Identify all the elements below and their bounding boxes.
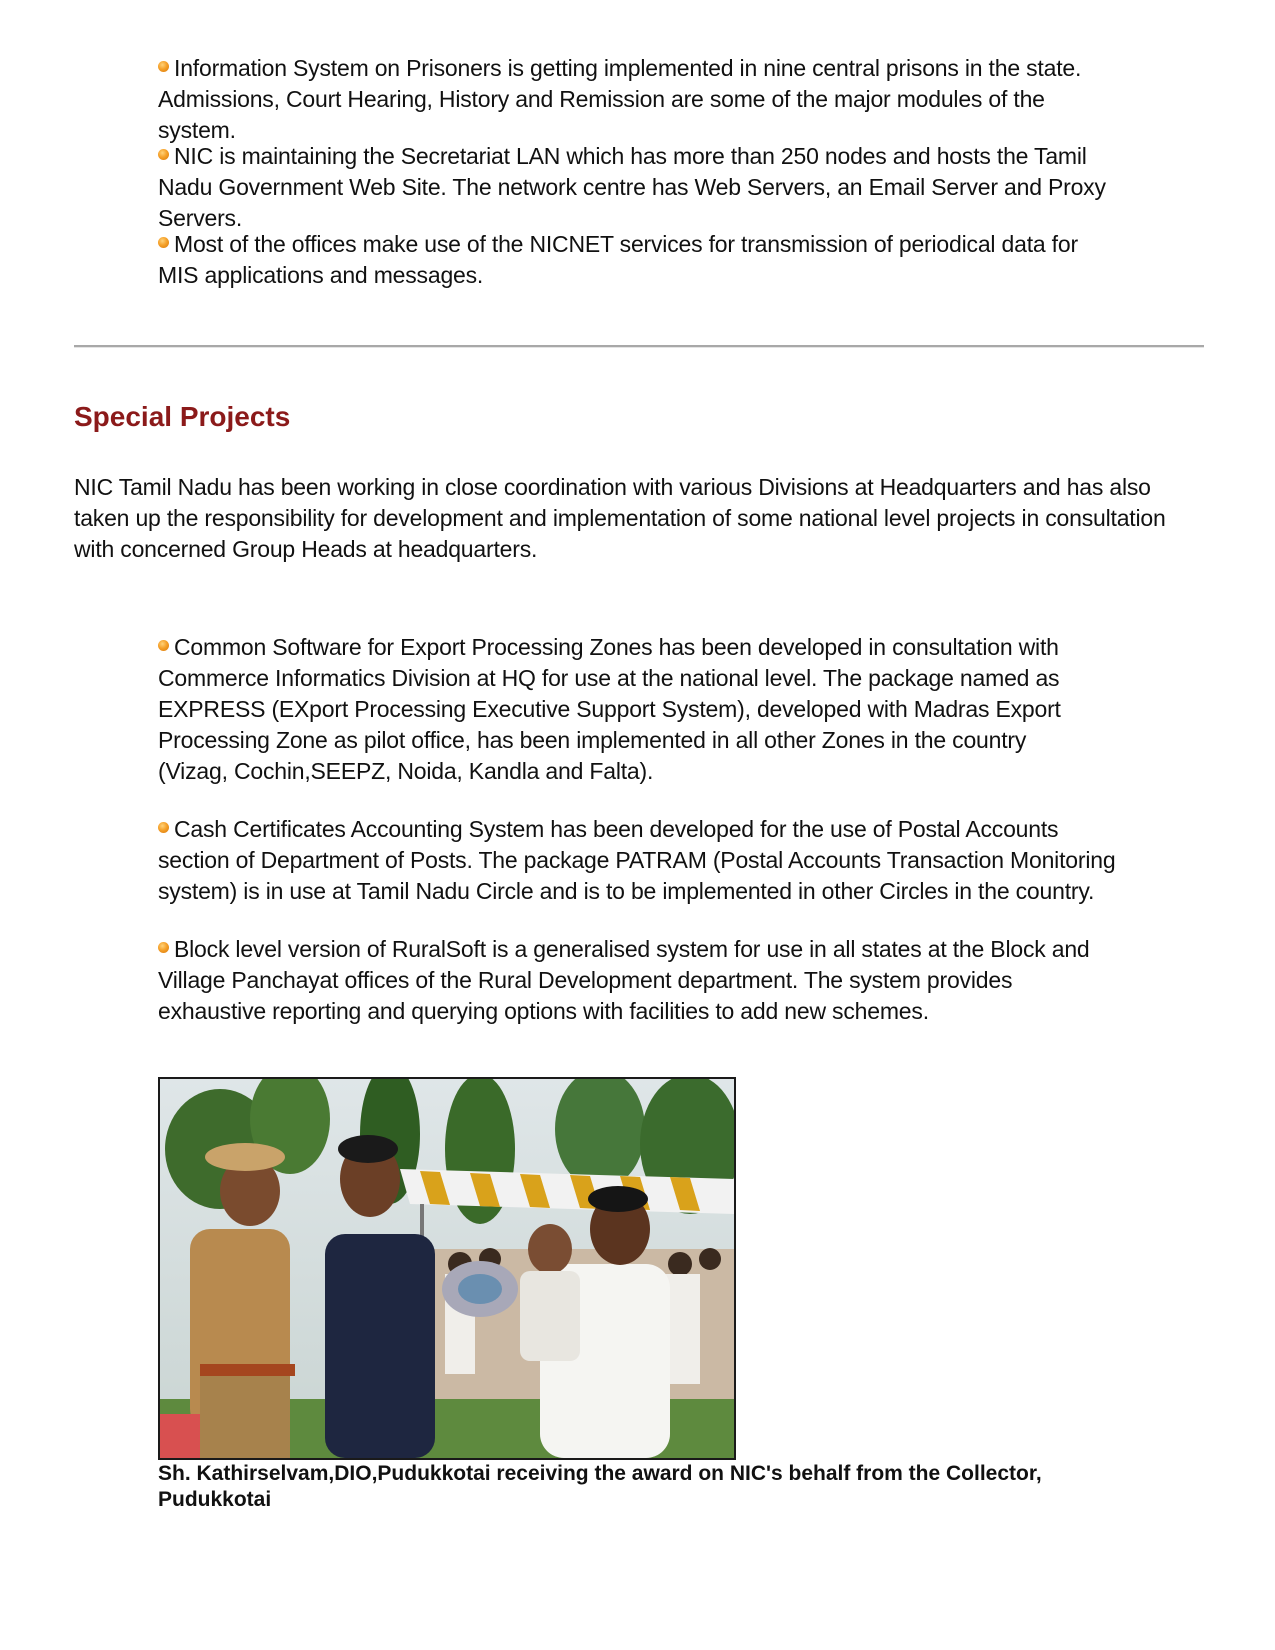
- bullet-icon: [158, 942, 169, 953]
- list-item-text: Most of the offices make use of the NICNET services for transmission of periodical data for MIS applications and messages.: [158, 231, 1078, 288]
- list-item: [158, 53, 1118, 146]
- bullet-icon: [158, 822, 169, 833]
- list-item-text: Common Software for Export Processing Zones has been developed in consultation with Commerce Informatics Division at HQ for use at the national level. The package named as EXPRESS (EXport Processing Executive Support System), developed with Madras Export Processing Zone as pilot office, has been implemented in all other Zones in the country (Vizag, Cochin,SEEPZ, Noida, Kandla and Falta).: [158, 634, 1061, 784]
- list-item: [158, 814, 1118, 907]
- bullet-icon: [158, 149, 169, 160]
- section-heading: Special Projects: [74, 401, 291, 432]
- list-item: [158, 141, 1118, 234]
- award-photo: [158, 1077, 736, 1460]
- list-item: [158, 229, 1118, 291]
- bullet-icon: [158, 61, 169, 72]
- bullet-icon: [158, 237, 169, 248]
- list-item-text: Cash Certificates Accounting System has been developed for the use of Postal Accounts section of Department of Posts. The package PATRAM (Postal Accounts Transaction Monitoring system) is in use at Tamil Nadu Circle and is to be implemented in other Circles in the country.: [158, 816, 1116, 904]
- horizontal-divider: [74, 345, 1204, 348]
- photo-caption: Sh. Kathirselvam,DIO,Pudukkotai receiving the award on NIC's behalf from the Collector, Pudukkotai: [158, 1462, 1042, 1511]
- intro-paragraph: NIC Tamil Nadu has been working in close coordination with various Divisions at Headquarters and has also taken up the responsibility for development and implementation of some national level projects in consultation with concerned Group Heads at headquarters.: [74, 474, 1166, 562]
- list-item-text: NIC is maintaining the Secretariat LAN which has more than 250 nodes and hosts the Tamil Nadu Government Web Site. The network centre has Web Servers, an Email Server and Proxy Servers.: [158, 143, 1106, 231]
- list-item: [158, 934, 1118, 1027]
- list-item: [158, 632, 1068, 787]
- list-item-text: Block level version of RuralSoft is a generalised system for use in all states at the Block and Village Panchayat offices of the Rural Development department. The system provides exhaustive reporting and querying options with facilities to add new schemes.: [158, 936, 1090, 1024]
- award-photo-illustration: [160, 1079, 734, 1458]
- list-item-text: Information System on Prisoners is getting implemented in nine central prisons in the state. Admissions, Court Hearing, History and Remission are some of the major modules of the system.: [158, 55, 1082, 143]
- bullet-icon: [158, 640, 169, 651]
